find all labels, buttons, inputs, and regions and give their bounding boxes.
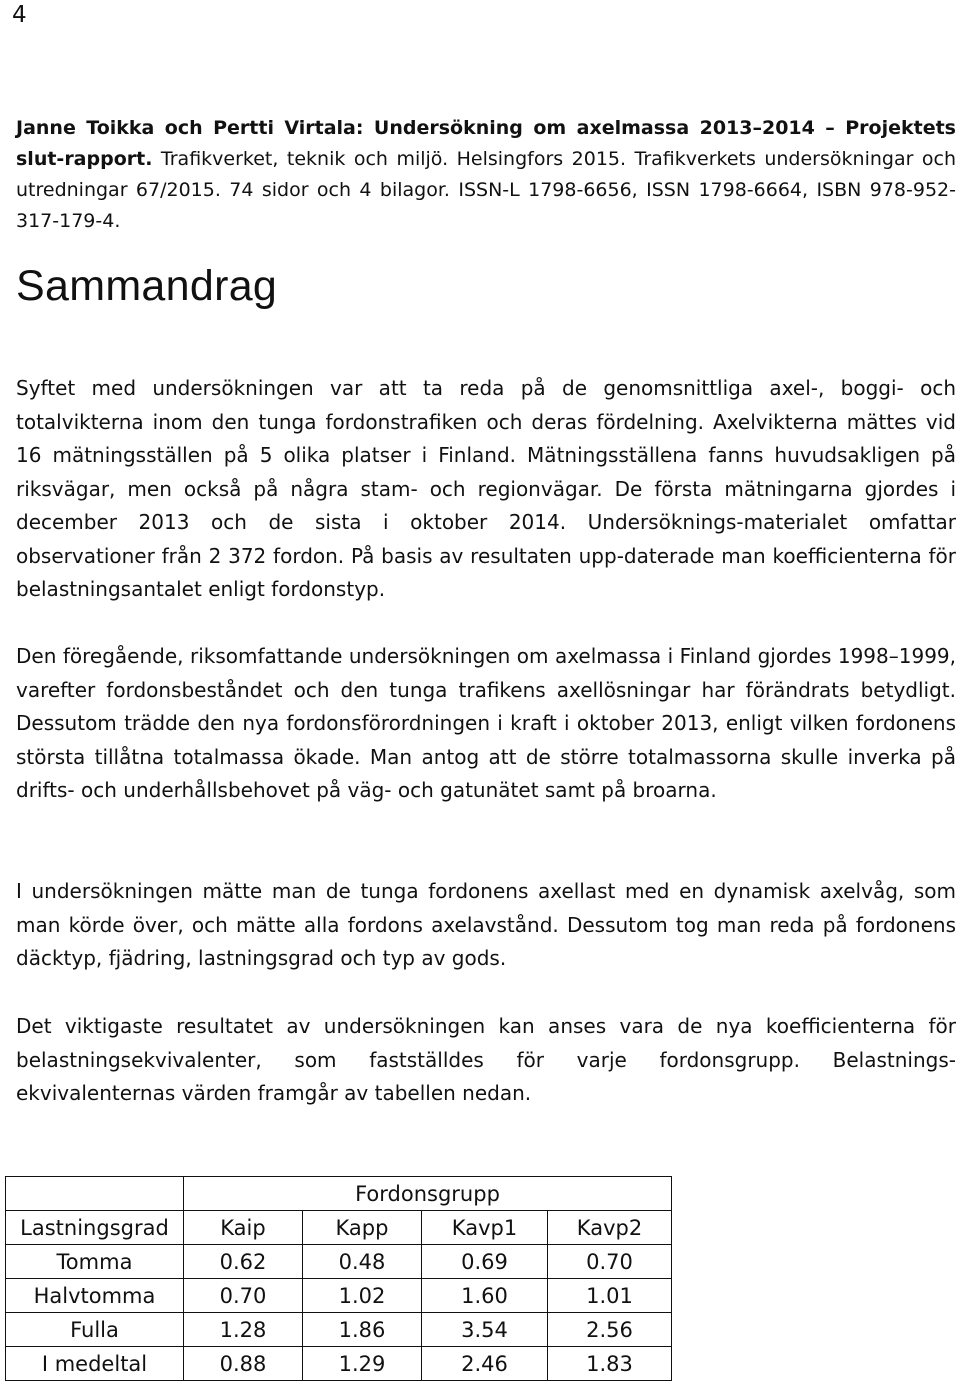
section-heading: Sammandrag xyxy=(16,262,278,310)
table-row xyxy=(6,1313,672,1347)
paragraph-4: Det viktigaste resultatet av undersökningen kan anses vara de nya koefficienterna för belastningsekvivalenter, som fastställdes för varje fordonsgrupp. Belastnings-ekvivalenternas värden framgår av tabellen nedan. xyxy=(16,1014,956,1105)
table-column-header: Kavp1 xyxy=(422,1211,548,1245)
table-cell: 0.70 xyxy=(548,1245,672,1279)
table-cell: 1.28 xyxy=(184,1313,303,1347)
table-cell: 1.29 xyxy=(303,1347,422,1381)
table-row xyxy=(6,1279,672,1313)
paragraph-3: I undersökningen mätte man de tunga fordonens axellast med en dynamisk axelvåg, som man körde över, och mätte alla fordons axelavstånd. Dessutom tog man reda på fordonens däcktyp, fjädring, lastningsgrad och typ av gods. xyxy=(16,879,956,970)
table-cell: 3.54 xyxy=(422,1313,548,1347)
table-cell: 0.70 xyxy=(184,1279,303,1313)
table-column-header-row xyxy=(6,1211,672,1245)
table-cell: 1.02 xyxy=(303,1279,422,1313)
citation-details: Trafikverket, teknik och miljö. Helsingfors 2015. Trafikverkets undersökningar och utredningar 67/2015. 74 sidor och 4 bilagor. ISSN-L 1798-6656, ISSN 1798-6664, ISBN 978-952-317-179-4. xyxy=(16,148,956,232)
table-cell: 0.69 xyxy=(422,1245,548,1279)
paragraph-1: Syftet med undersökningen var att ta reda på de genomsnittliga axel-, boggi- och totalvikterna inom den tunga fordonstrafiken och deras fördelning. Axelvikterna mättes vid 16 mätningsställen på 5 olika platser i Finland. Mätningsställena fanns huvudsakligen på riksvägar, men också på några stam- och regionvägar. De första mätningarna gjordes i december 2013 och de sista i oktober 2014. Undersöknings-materialet omfattar observationer från 2 372 fordon. På basis av resultaten upp-daterade man koefficienterna för belastningsantalet enligt fordonstyp. xyxy=(16,376,956,601)
table-row xyxy=(6,1245,672,1279)
table-corner-cell xyxy=(6,1177,184,1211)
table-row-label: Fulla xyxy=(6,1313,184,1347)
table-row xyxy=(6,1347,672,1381)
table-cell: 1.60 xyxy=(422,1279,548,1313)
table-column-header: Kapp xyxy=(303,1211,422,1245)
table-cell: 1.83 xyxy=(548,1347,672,1381)
table-group-header: Fordonsgrupp xyxy=(184,1177,672,1211)
table-column-header: Kavp2 xyxy=(548,1211,672,1245)
citation-authors-title: Janne Toikka och Pertti Virtala: Undersökning om axelmassa 2013–2014 – Projektets slut-rapport. xyxy=(16,117,956,170)
load-equivalent-table xyxy=(5,1176,672,1381)
page-number: 4 xyxy=(12,2,27,28)
table-cell: 1.01 xyxy=(548,1279,672,1313)
table-cell: 0.88 xyxy=(184,1347,303,1381)
table-cell: 0.62 xyxy=(184,1245,303,1279)
table-cell: 0.48 xyxy=(303,1245,422,1279)
table-row-label: Tomma xyxy=(6,1245,184,1279)
table-cell: 1.86 xyxy=(303,1313,422,1347)
table-row-header: Lastningsgrad xyxy=(6,1211,184,1245)
citation xyxy=(16,113,956,237)
table-row-label: I medeltal xyxy=(6,1347,184,1381)
table-group-header-row xyxy=(6,1177,672,1211)
paragraph-2: Den föregående, riksomfattande undersökningen om axelmassa i Finland gjordes 1998–1999, varefter fordonsbeståndet och den tunga trafikens axellösningar har förändrats betydligt. Dessutom trädde den nya fordonsförordningen i kraft i oktober 2013, enligt vilken fordonens största tillåtna totalmassa ökade. Man antog att de större totalmassorna skulle inverka på drifts- och underhållsbehovet på väg- och gatunätet samt på broarna. xyxy=(16,644,956,802)
table-row-label: Halvtomma xyxy=(6,1279,184,1313)
table-column-header: Kaip xyxy=(184,1211,303,1245)
table-cell: 2.56 xyxy=(548,1313,672,1347)
table-cell: 2.46 xyxy=(422,1347,548,1381)
